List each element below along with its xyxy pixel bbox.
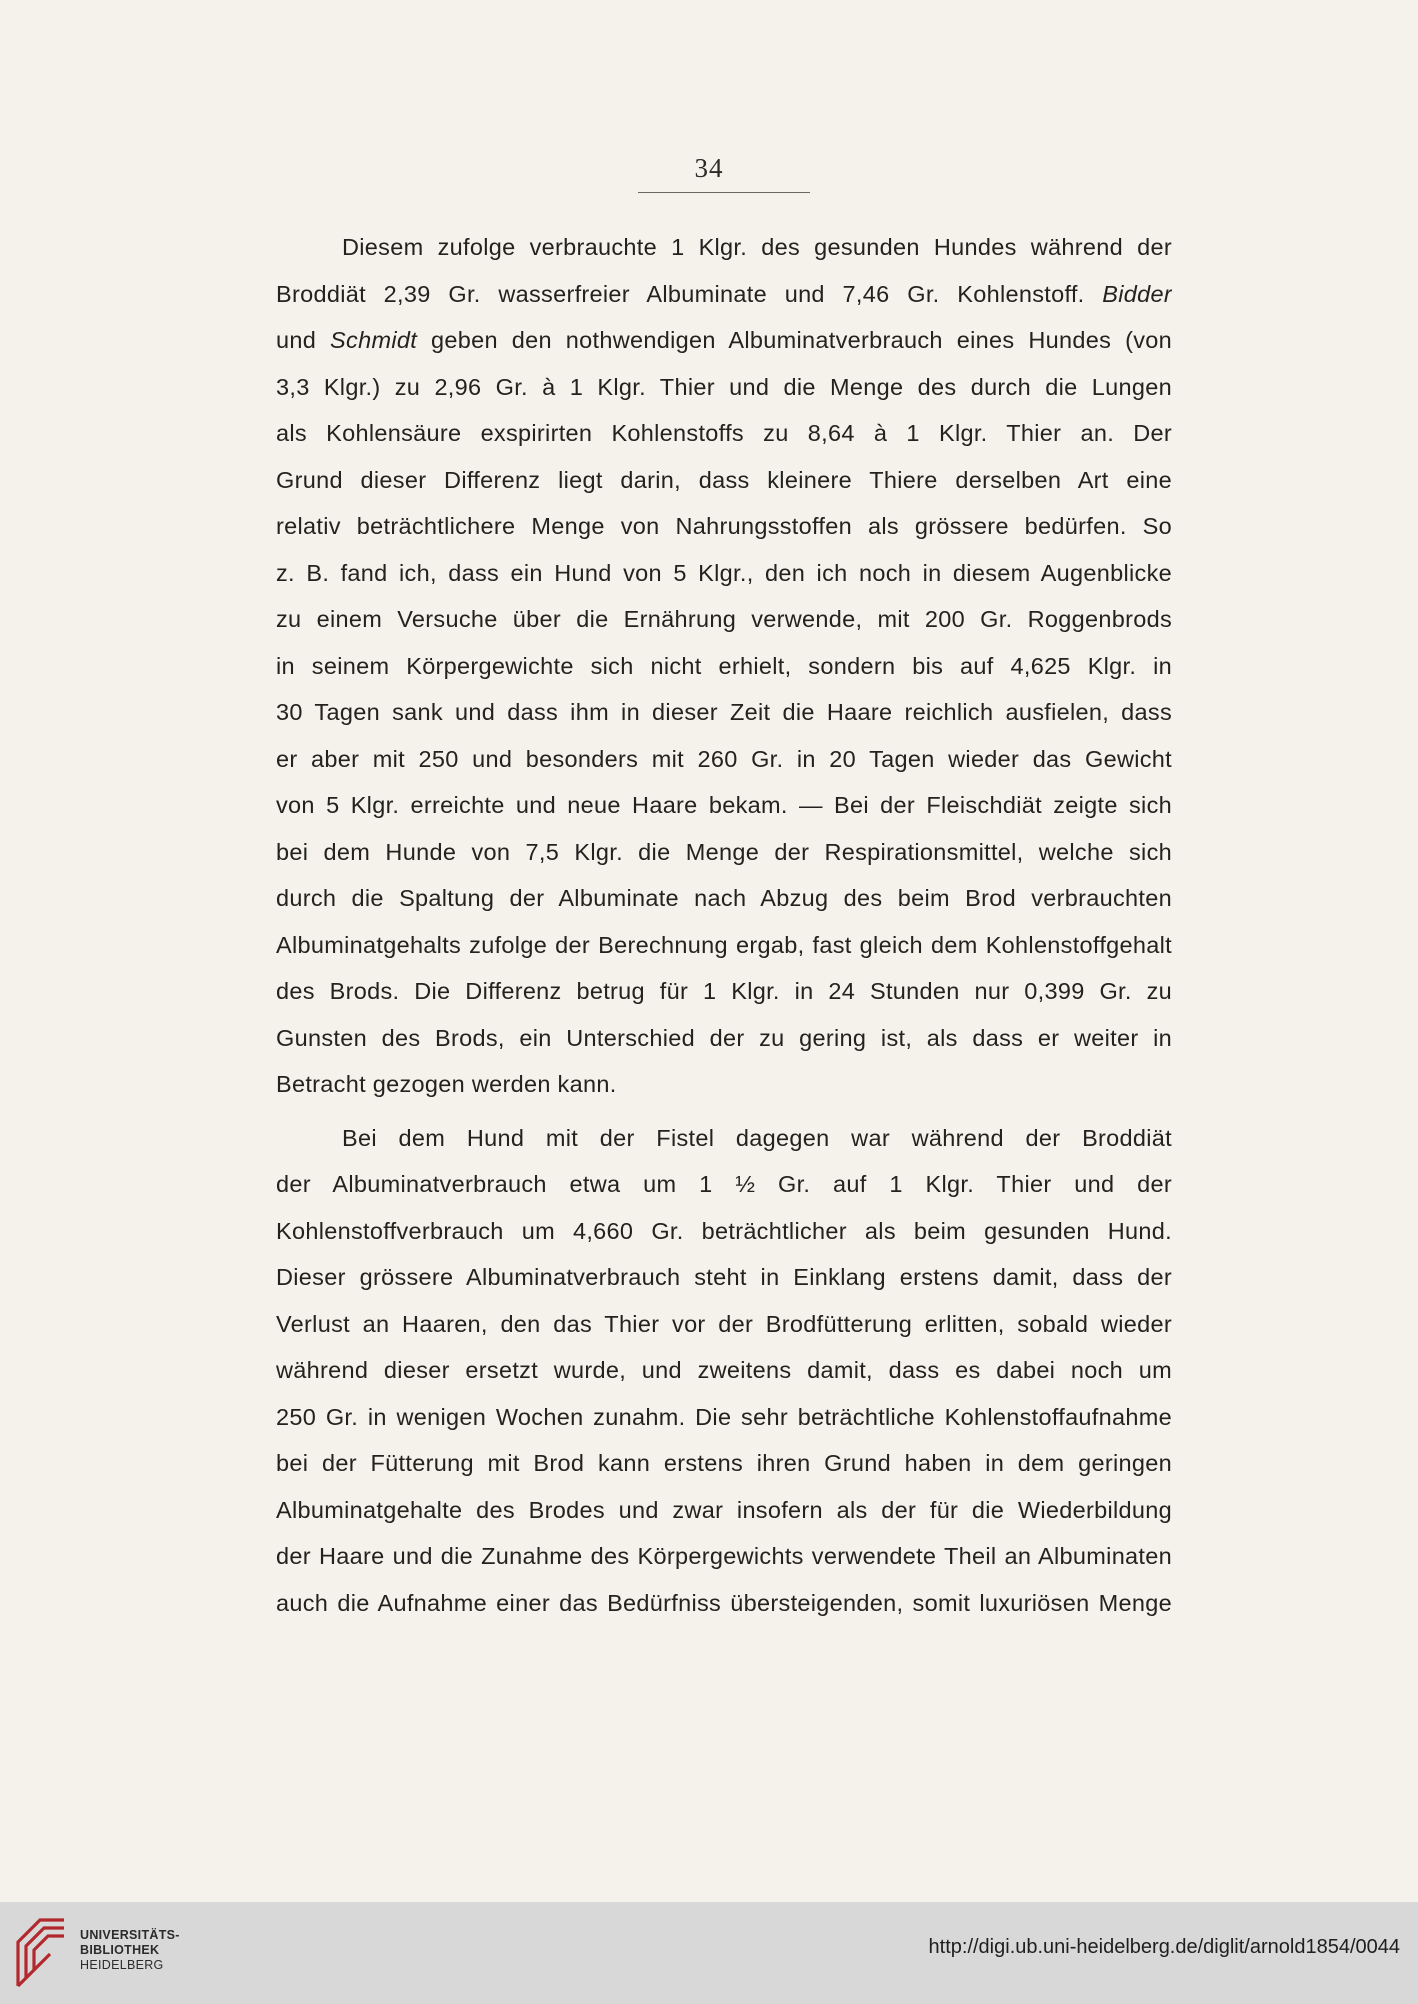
text-line: der Albuminatverbrauch etwa um 1 ½ Gr. auf 1 Klgr. Thier und der — [276, 1171, 1172, 1197]
library-name — [80, 1928, 180, 1973]
library-name-line1: UNIVERSITÄTS- — [80, 1928, 180, 1942]
library-logo-icon[interactable] — [14, 1916, 68, 1990]
text-line: bei der Fütterung mit Brod kann erstens ihren Grund haben in dem geringen — [276, 1450, 1172, 1476]
text-line: Bei dem Hund mit der Fistel dagegen war während der Broddiät — [342, 1124, 1172, 1151]
text-line: Grund dieser Differenz liegt darin, dass kleinere Thiere derselben Art eine — [276, 466, 1172, 493]
text-line: er aber mit 250 und besonders mit 260 Gr. in 20 Tagen wieder das Gewicht — [276, 745, 1172, 772]
text-line: der Haare und die Zunahme des Körpergewichts verwendete Theil an Albuminaten — [276, 1543, 1172, 1569]
footer-bar — [0, 1902, 1418, 2004]
text-line: Kohlenstoffverbrauch um 4,660 Gr. beträchtlicher als beim gesunden Hund. — [276, 1217, 1172, 1244]
text-line: Dieser grössere Albuminatverbrauch steht in Einklang erstens damit, dass der — [276, 1264, 1172, 1290]
text-line: Albuminatgehalte des Brodes und zwar insofern als der für die Wiederbildung — [276, 1496, 1172, 1523]
text-line: in seinem Körpergewichte sich nicht erhielt, sondern bis auf 4,625 Klgr. in — [276, 652, 1172, 679]
text-line: und Schmidt geben den nothwendigen Albuminatverbrauch eines Hundes (von — [276, 327, 1172, 353]
text-line: des Brods. Die Differenz betrug für 1 Klgr. in 24 Stunden nur 0,399 Gr. zu — [276, 978, 1172, 1004]
text-line: Verlust an Haaren, den das Thier vor der Brodfütterung erlitten, sobald wieder — [276, 1310, 1172, 1337]
text-line: Gunsten des Brods, ein Unterschied der zu gering ist, als dass er weiter in — [276, 1024, 1172, 1051]
text-line: Broddiät 2,39 Gr. wasserfreier Albuminate und 7,46 Gr. Kohlenstoff. Bidder — [276, 280, 1172, 307]
text-line: von 5 Klgr. erreichte und neue Haare bekam. — Bei der Fleischdiät zeigte sich — [276, 792, 1172, 818]
text-line: relativ beträchtlichere Menge von Nahrungsstoffen als grössere bedürfen. So — [276, 513, 1172, 539]
text-line: 3,3 Klgr.) zu 2,96 Gr. à 1 Klgr. Thier und die Menge des durch die Lungen — [276, 373, 1172, 400]
text-line: durch die Spaltung der Albuminate nach Abzug des beim Brod verbrauchten — [276, 885, 1172, 911]
source-url-link[interactable]: http://digi.ub.uni-heidelberg.de/diglit/arnold1854/0044 — [928, 1936, 1400, 1958]
text-line: 250 Gr. in wenigen Wochen zunahm. Die sehr beträchtliche Kohlenstoffaufnahme — [276, 1403, 1172, 1430]
text-line: während dieser ersetzt wurde, und zweitens damit, dass es dabei noch um — [276, 1357, 1172, 1383]
text-line: 30 Tagen sank und dass ihm in dieser Zeit die Haare reichlich ausfielen, dass — [276, 699, 1172, 725]
page-number-rule — [638, 192, 810, 193]
library-name-line2: BIBLIOTHEK — [80, 1943, 160, 1957]
text-line: z. B. fand ich, dass ein Hund von 5 Klgr., den ich noch in diesem Augenblicke — [276, 559, 1172, 586]
body-text — [276, 224, 1172, 1626]
text-line: Albuminatgehalts zufolge der Berechnung ergab, fast gleich dem Kohlenstoffgehalt — [276, 931, 1172, 958]
text-line: bei dem Hunde von 7,5 Klgr. die Menge der Respirationsmittel, welche sich — [276, 838, 1172, 865]
library-name-line3: HEIDELBERG — [80, 1958, 164, 1972]
text-line: als Kohlensäure exspirirten Kohlenstoffs zu 8,64 à 1 Klgr. Thier an. Der — [276, 420, 1172, 446]
text-line: Diesem zufolge verbrauchte 1 Klgr. des gesunden Hundes während der — [342, 234, 1172, 260]
text-line: Betracht gezogen werden kann. — [276, 1071, 617, 1097]
page-number: 34 — [694, 153, 724, 183]
text-line: auch die Aufnahme einer das Bedürfniss übersteigenden, somit luxuriösen Menge — [276, 1589, 1172, 1616]
text-line: zu einem Versuche über die Ernährung verwende, mit 200 Gr. Roggenbrods — [276, 606, 1172, 632]
